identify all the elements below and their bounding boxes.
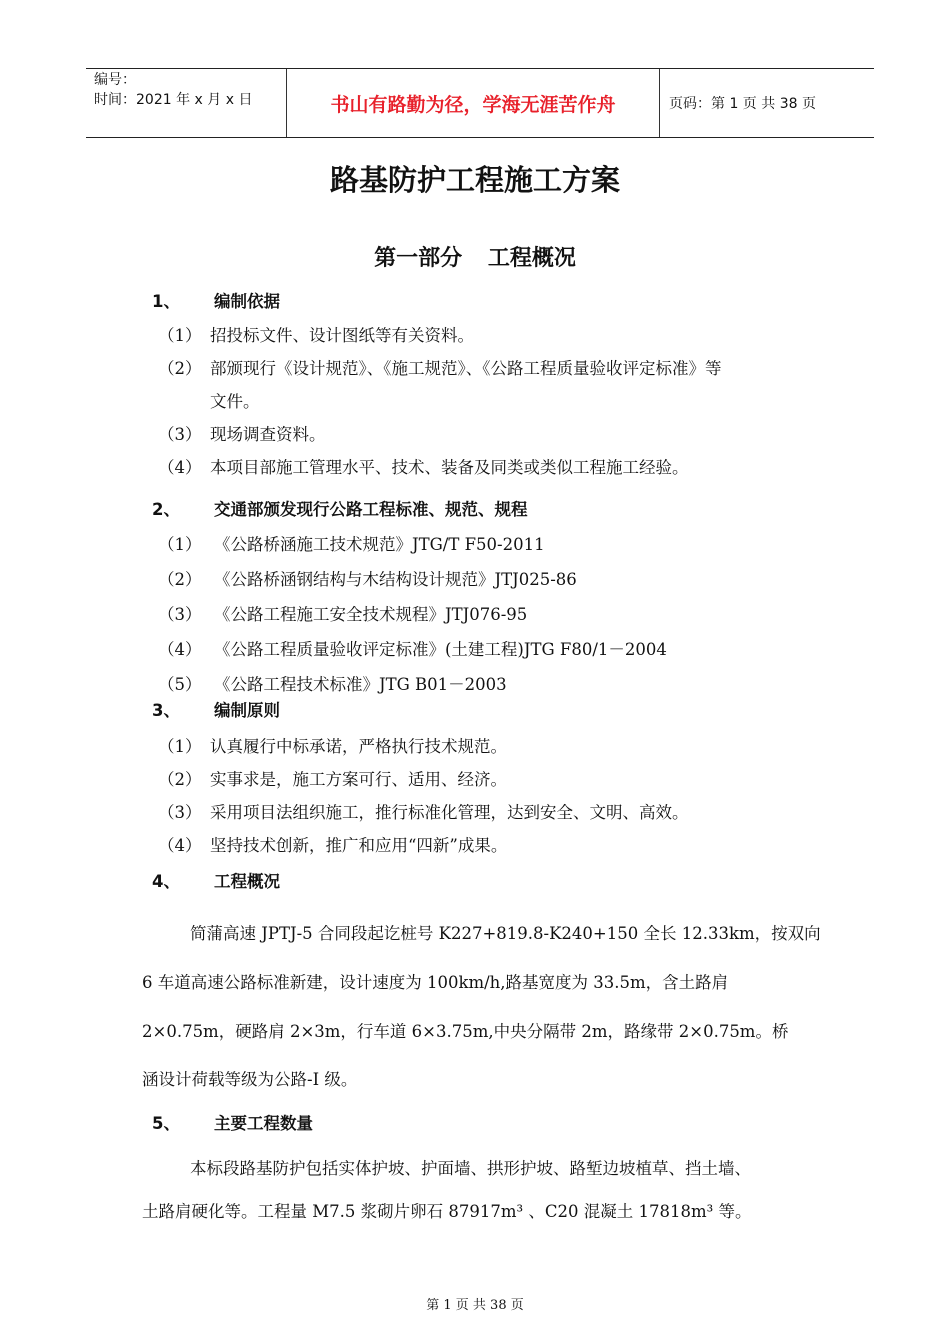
item-text: 采用项目法组织施工，推行标准化管理，达到安全、文明、高效。 xyxy=(210,803,689,822)
item-number: （4） xyxy=(158,836,202,855)
section-number: 2、 xyxy=(152,500,180,519)
section-number: 5、 xyxy=(152,1114,180,1133)
section-title: 交通部颁发现行公路工程标准、规范、规程 xyxy=(214,500,528,519)
item-text: 认真履行中标承诺，严格执行技术规范。 xyxy=(210,737,507,756)
section-title: 编制依据 xyxy=(214,292,280,311)
item-number: （4） xyxy=(158,640,202,659)
item-number: （3） xyxy=(158,605,202,624)
item-text: 《公路工程技术标准》JTG B01－2003 xyxy=(214,675,507,694)
document-header xyxy=(86,68,874,138)
item-text: 部颁现行《设计规范》、《施工规范》、《公路工程质量验收评定标准》等 xyxy=(210,359,722,378)
item-number: （5） xyxy=(158,675,202,694)
header-motto: 书山有路勤为径，学海无涯苦作舟 xyxy=(286,69,660,137)
item-number: （4） xyxy=(158,458,202,477)
part-heading: 第一部分 工程概况 xyxy=(374,246,576,271)
section-title: 编制原则 xyxy=(214,701,280,720)
item-text: 《公路桥涵钢结构与木结构设计规范》JTJ025-86 xyxy=(214,570,577,589)
item-text: 《公路工程施工安全技术规程》JTJ076-95 xyxy=(214,605,528,624)
item-number: （3） xyxy=(158,425,202,444)
item-text: 实事求是，施工方案可行、适用、经济。 xyxy=(210,770,507,789)
paragraph-line: 涵设计荷载等级为公路-Ⅰ 级。 xyxy=(142,1070,358,1089)
paragraph-line: 6 车道高速公路标准新建，设计速度为 100km/h,路基宽度为 33.5m，含土路肩 xyxy=(142,973,729,992)
paragraph-line: 2×0.75m，硬路肩 2×3m，行车道 6×3.75m,中央分隔带 2m，路缘带 2×0.75m。桥 xyxy=(142,1022,789,1041)
time-label: 时间：2021 年 x 月 x 日 xyxy=(94,92,253,108)
item-number: （2） xyxy=(158,570,202,589)
document-title: 路基防护工程施工方案 xyxy=(329,163,620,197)
header-meta-cell xyxy=(86,69,286,137)
item-number: （1） xyxy=(158,737,202,756)
paragraph-line: 土路肩硬化等。工程量 M7.5 浆砌片卵石 87917m³ 、C20 混凝土 17818m³ 等。 xyxy=(142,1202,752,1221)
section-title: 工程概况 xyxy=(214,872,280,891)
item-number: （1） xyxy=(158,535,202,554)
serial-label: 编号： xyxy=(94,72,136,88)
paragraph-line: 本标段路基防护包括实体护坡、护面墙、拱形护坡、路堑边坡植草、挡土墙、 xyxy=(190,1159,751,1178)
item-number: （3） xyxy=(158,803,202,822)
section-title: 主要工程数量 xyxy=(214,1114,313,1133)
paragraph-line: 简蒲高速 JPTJ-5 合同段起讫桩号 K227+819.8-K240+150 全长 12.33km，按双向 xyxy=(190,924,821,943)
section-number: 1、 xyxy=(152,292,180,311)
item-number: （1） xyxy=(158,326,202,345)
header-page-label: 页码：第 1 页 共 38 页 xyxy=(669,96,816,112)
item-text: 坚持技术创新，推广和应用“四新”成果。 xyxy=(210,836,508,855)
page-footer: 第 1 页 共 38 页 xyxy=(426,1298,524,1313)
item-number: （2） xyxy=(158,770,202,789)
section-number: 3、 xyxy=(152,701,180,720)
item-number: （2） xyxy=(158,359,202,378)
item-text: 招投标文件、设计图纸等有关资料。 xyxy=(210,326,474,345)
item-text-continued: 文件。 xyxy=(210,392,260,411)
section-number: 4、 xyxy=(152,872,180,891)
item-text: 《公路工程质量验收评定标准》(土建工程)JTG F80/1－2004 xyxy=(214,640,667,659)
item-text: 现场调查资料。 xyxy=(210,425,326,444)
item-text: 《公路桥涵施工技术规范》JTG/T F50-2011 xyxy=(214,535,545,554)
item-text: 本项目部施工管理水平、技术、装备及同类或类似工程施工经验。 xyxy=(210,458,689,477)
